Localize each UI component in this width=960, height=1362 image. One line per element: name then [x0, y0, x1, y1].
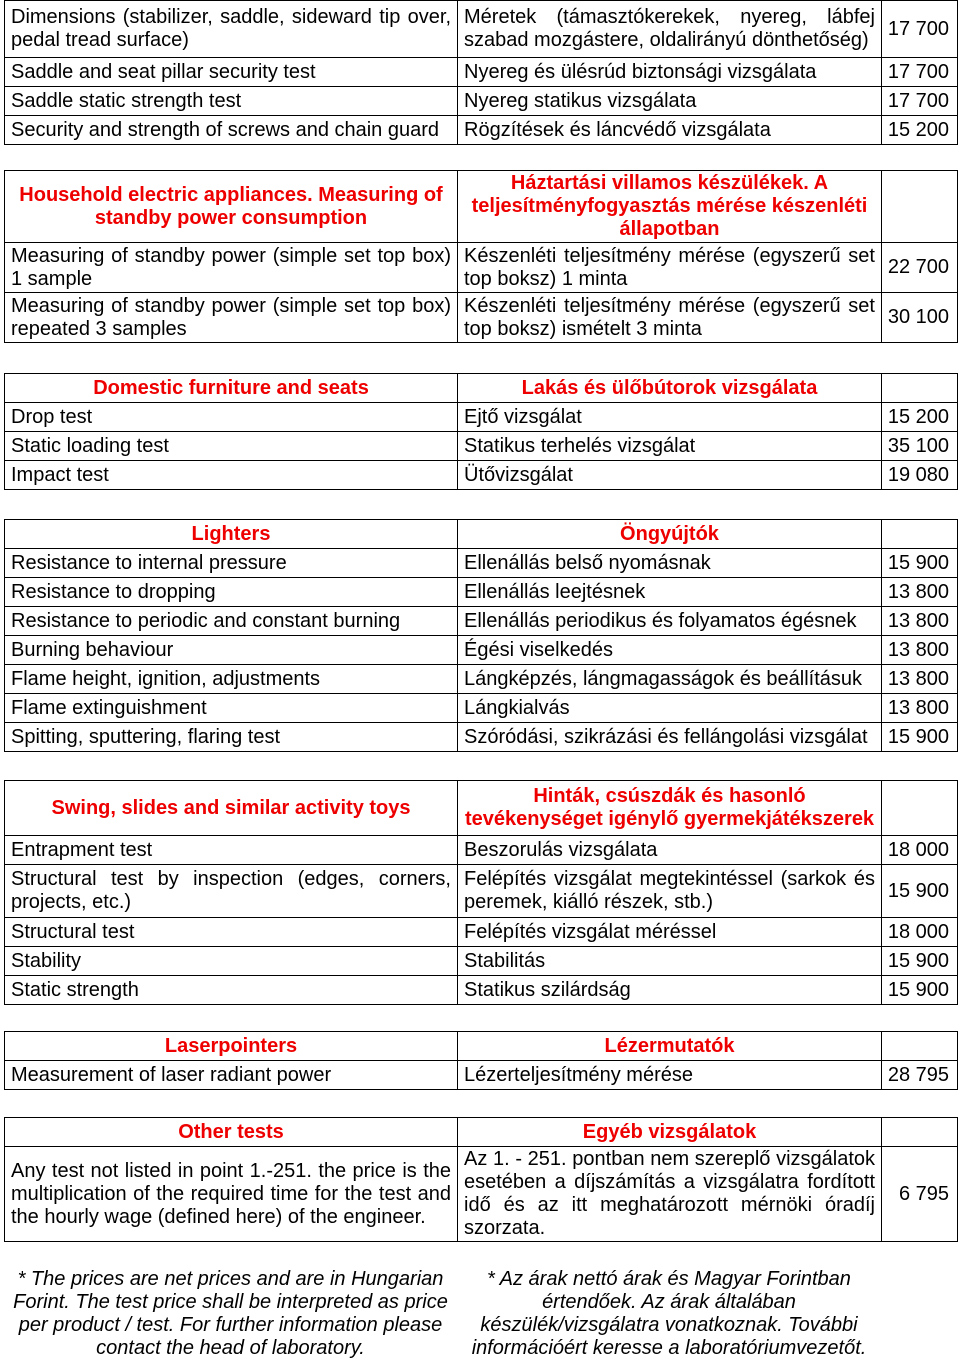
table-row [5, 116, 958, 145]
item-en-cell: Measurement of laser radiant power [5, 1061, 458, 1090]
header-en-cell: Lighters [5, 520, 458, 549]
item-hu-cell: Ellenállás leejtésnek [458, 578, 882, 607]
footnote-hungarian: * Az árak nettó árak és Magyar Forintban értendőek. Az árak általában készülék/vizsgálatra vonatkoznak. További információért keresse a laboratóriumvezetőt. [471, 1268, 867, 1359]
item-en-cell: Saddle and seat pillar security test [5, 58, 458, 87]
section-header-row [5, 1118, 958, 1147]
price-table-activity-toys [4, 780, 958, 1005]
item-hu-cell: Beszorulás vizsgálata [458, 836, 882, 865]
table-row [5, 243, 958, 293]
item-en-cell: Structural test by inspection (edges, corners, projects, etc.) [5, 865, 458, 918]
item-price-cell: 18 000 [882, 836, 958, 865]
table-row [5, 87, 958, 116]
item-price-cell: 15 900 [882, 723, 958, 752]
section-header-row [5, 374, 958, 403]
item-hu-cell: Lézerteljesítmény mérése [458, 1061, 882, 1090]
item-hu-cell: Az 1. - 251. pontban nem szereplő vizsgálatok esetében a díjszámítás a vizsgálatra fordított idő és az itt meghatározott mérnöki óradíj szorzata. [458, 1147, 882, 1242]
table-row [5, 1147, 958, 1242]
table-row [5, 432, 958, 461]
item-price-cell: 17 700 [882, 87, 958, 116]
item-en-cell: Impact test [5, 461, 458, 490]
item-price-cell: 35 100 [882, 432, 958, 461]
item-price-cell: 28 795 [882, 1061, 958, 1090]
header-price-cell [882, 374, 958, 403]
table-row [5, 636, 958, 665]
table-row [5, 865, 958, 918]
table-row [5, 403, 958, 432]
section-header-row [5, 520, 958, 549]
table-row [5, 1, 958, 58]
footnote-english: * The prices are net prices and are in Hungarian Forint. The test price shall be interpreted as price per product / test. For further information please contact the head of laboratory. [13, 1268, 448, 1359]
price-table-lighters [4, 519, 958, 752]
table-row [5, 1061, 958, 1090]
item-en-cell: Resistance to dropping [5, 578, 458, 607]
item-price-cell: 15 900 [882, 947, 958, 976]
item-price-cell: 19 080 [882, 461, 958, 490]
item-hu-cell: Stabilitás [458, 947, 882, 976]
item-en-cell: Static strength [5, 976, 458, 1005]
header-price-cell [882, 1118, 958, 1147]
item-price-cell: 15 200 [882, 403, 958, 432]
header-hu-cell: Háztartási villamos készülékek. A teljesítményfogyasztás mérése készenléti állapotban [458, 171, 882, 243]
header-price-cell [882, 171, 958, 243]
item-hu-cell: Rögzítések és láncvédő vizsgálata [458, 116, 882, 145]
item-hu-cell: Ejtő vizsgálat [458, 403, 882, 432]
section-header-row [5, 171, 958, 243]
item-en-cell: Measuring of standby power (simple set top box) 1 sample [5, 243, 458, 293]
item-en-cell: Spitting, sputtering, flaring test [5, 723, 458, 752]
item-hu-cell: Készenléti teljesítmény mérése (egyszerű set top boksz) 1 minta [458, 243, 882, 293]
item-hu-cell: Ütővizsgálat [458, 461, 882, 490]
item-price-cell: 15 200 [882, 116, 958, 145]
price-table-furniture [4, 373, 958, 490]
header-hu-cell: Öngyújtók [458, 520, 882, 549]
item-en-cell: Drop test [5, 403, 458, 432]
item-hu-cell: Ellenállás periodikus és folyamatos égésnek [458, 607, 882, 636]
header-price-cell [882, 781, 958, 836]
header-en-cell: Other tests [5, 1118, 458, 1147]
item-en-cell: Stability [5, 947, 458, 976]
table-row [5, 607, 958, 636]
item-en-cell: Resistance to periodic and constant burning [5, 607, 458, 636]
header-price-cell [882, 1032, 958, 1061]
item-en-cell: Burning behaviour [5, 636, 458, 665]
item-hu-cell: Lángképzés, lángmagasságok és beállításuk [458, 665, 882, 694]
item-hu-cell: Égési viselkedés [458, 636, 882, 665]
item-price-cell: 13 800 [882, 607, 958, 636]
table-row [5, 947, 958, 976]
item-price-cell: 18 000 [882, 918, 958, 947]
price-table-laserpointers [4, 1031, 958, 1090]
table-row [5, 461, 958, 490]
section-header-row [5, 1032, 958, 1061]
table-row [5, 549, 958, 578]
item-hu-cell: Lángkialvás [458, 694, 882, 723]
table-row [5, 578, 958, 607]
item-en-cell: Measuring of standby power (simple set top box) repeated 3 samples [5, 293, 458, 343]
item-hu-cell: Statikus szilárdság [458, 976, 882, 1005]
item-price-cell: 13 800 [882, 636, 958, 665]
table-row [5, 293, 958, 343]
table-row [5, 58, 958, 87]
header-hu-cell: Hinták, csúszdák és hasonló tevékenységet igénylő gyermekjátékszerek [458, 781, 882, 836]
table-row [5, 976, 958, 1005]
item-price-cell: 15 900 [882, 549, 958, 578]
table-row [5, 665, 958, 694]
item-en-cell: Flame extinguishment [5, 694, 458, 723]
item-price-cell: 13 800 [882, 665, 958, 694]
item-en-cell: Resistance to internal pressure [5, 549, 458, 578]
item-en-cell: Static loading test [5, 432, 458, 461]
item-price-cell: 13 800 [882, 694, 958, 723]
header-hu-cell: Lakás és ülőbútorok vizsgálata [458, 374, 882, 403]
item-hu-cell: Felépítés vizsgálat méréssel [458, 918, 882, 947]
item-hu-cell: Statikus terhelés vizsgálat [458, 432, 882, 461]
item-price-cell: 30 100 [882, 293, 958, 343]
item-en-cell: Security and strength of screws and chain guard [5, 116, 458, 145]
item-en-cell: Saddle static strength test [5, 87, 458, 116]
item-price-cell: 15 900 [882, 976, 958, 1005]
item-hu-cell: Szóródási, szikrázási és fellángolási vizsgálat [458, 723, 882, 752]
table-row [5, 918, 958, 947]
header-en-cell: Swing, slides and similar activity toys [5, 781, 458, 836]
item-hu-cell: Méretek (támasztókerekek, nyereg, lábfej szabad mozgástere, oldalirányú dönthetőség) [458, 1, 882, 58]
item-en-cell: Entrapment test [5, 836, 458, 865]
item-price-cell: 15 900 [882, 865, 958, 918]
item-price-cell: 13 800 [882, 578, 958, 607]
item-en-cell: Structural test [5, 918, 458, 947]
item-hu-cell: Nyereg statikus vizsgálata [458, 87, 882, 116]
item-en-cell: Dimensions (stabilizer, saddle, sideward tip over, pedal tread surface) [5, 1, 458, 58]
price-table-standby-power [4, 170, 958, 343]
header-hu-cell: Lézermutatók [458, 1032, 882, 1061]
table-row [5, 694, 958, 723]
price-table-other-tests [4, 1117, 958, 1242]
header-en-cell: Household electric appliances. Measuring of standby power consumption [5, 171, 458, 243]
header-hu-cell: Egyéb vizsgálatok [458, 1118, 882, 1147]
item-hu-cell: Nyereg és ülésrúd biztonsági vizsgálata [458, 58, 882, 87]
item-en-cell: Any test not listed in point 1.-251. the price is the multiplication of the required time for the test and the hourly wage (defined here) of the engineer. [5, 1147, 458, 1242]
header-en-cell: Domestic furniture and seats [5, 374, 458, 403]
header-en-cell: Laserpointers [5, 1032, 458, 1061]
table-row [5, 836, 958, 865]
item-price-cell: 6 795 [882, 1147, 958, 1242]
item-price-cell: 22 700 [882, 243, 958, 293]
item-price-cell: 17 700 [882, 58, 958, 87]
item-price-cell: 17 700 [882, 1, 958, 58]
section-header-row [5, 781, 958, 836]
item-hu-cell: Ellenállás belső nyomásnak [458, 549, 882, 578]
price-table-bicycle-tests [4, 0, 958, 145]
header-price-cell [882, 520, 958, 549]
item-hu-cell: Készenléti teljesítmény mérése (egyszerű set top boksz) ismételt 3 minta [458, 293, 882, 343]
table-row [5, 723, 958, 752]
item-en-cell: Flame height, ignition, adjustments [5, 665, 458, 694]
item-hu-cell: Felépítés vizsgálat megtekintéssel (sarkok és peremek, kiálló részek, stb.) [458, 865, 882, 918]
